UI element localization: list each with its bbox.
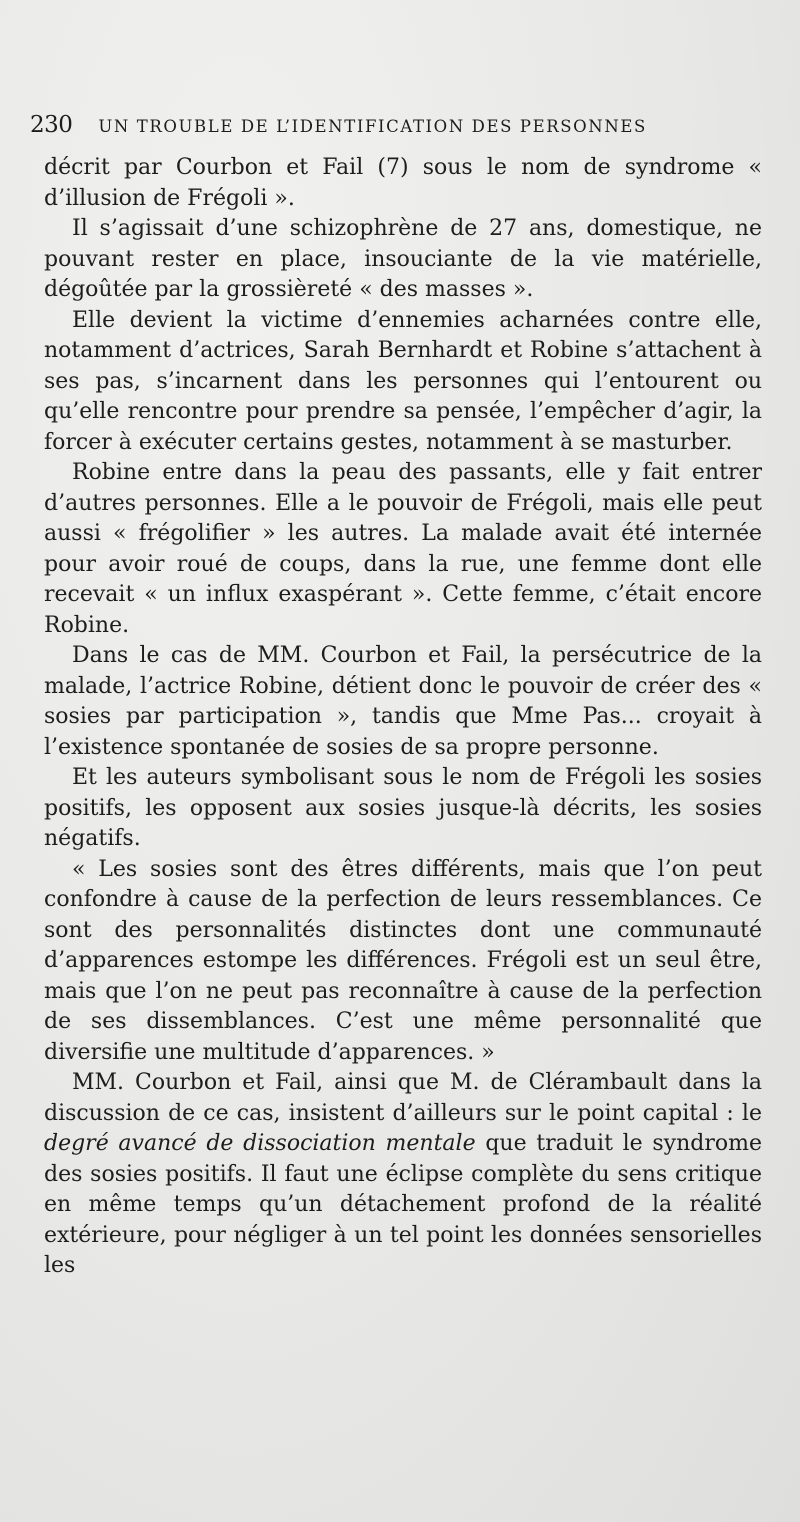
paragraph-5: Dans le cas de MM. Courbon et Fail, la persécutrice de la malade, l’actrice Robine, détient donc le pouvoir de créer des « sosies par participation », tandis que Mme Pas... croyait à l’existence spontanée de sosies de sa propre personne. (44, 643, 762, 760)
running-header (30, 112, 730, 146)
paragraph-1: décrit par Courbon et Fail (7) sous le nom de syndrome « d’illusion de Frégoli ». (44, 155, 762, 211)
paragraph-4: Robine entre dans la peau des passants, elle y fait entrer d’autres personnes. Elle a le pouvoir de Frégoli, mais elle peut aussi « frégolifier » les autres. La malade avait été internée pour avoir roué de coups, dans la rue, une femme dont elle recevait « un influx exaspérant ». Cette femme, c’était encore Robine. (44, 460, 762, 638)
paragraph-8-end: que traduit le syndrome des sosies positifs. Il faut une éclipse complète du sens critique en même temps qu’un détachement profond de la réalité extérieure, pour négliger à un tel point les données sensorielles les (44, 1131, 762, 1278)
paragraph-2: Il s’agissait d’une schizophrène de 27 ans, domestique, ne pouvant rester en place, insouciante de la vie matérielle, dégoûtée par la grossièreté « des masses ». (44, 216, 762, 302)
page-number: 230 (30, 112, 73, 138)
italic-phrase: degré avancé de dissociation mentale (44, 1131, 476, 1156)
paragraph-6: Et les auteurs symbolisant sous le nom de Frégoli les sosies positifs, les opposent aux sosies jusque-là décrits, les sosies négatifs. (44, 765, 762, 851)
running-title: UN TROUBLE DE L’IDENTIFICATION DES PERSONNES (98, 117, 647, 136)
body-text (44, 153, 762, 1282)
paragraph-8-start: MM. Courbon et Fail, ainsi que M. de Clérambault dans la discussion de ce cas, insistent d’ailleurs sur le point capital : le (44, 1070, 762, 1126)
paragraph-8 (44, 1068, 762, 1282)
paragraph-3: Elle devient la victime d’ennemies acharnées contre elle, notamment d’actrices, Sarah Bernhardt et Robine s’attachent à ses pas, s’incarnent dans les personnes qui l’entourent ou qu’elle rencontre pour prendre sa pensée, l’empêcher d’agir, la forcer à exécuter certains gestes, notamment à se masturber. (44, 307, 762, 455)
quotation-paragraph: « Les sosies sont des êtres différents, mais que l’on peut confondre à cause de la perfection de leurs ressemblances. Ce sont des personnalités distinctes dont une communauté d’apparences estompe les différences. Frégoli est un seul être, mais que l’on ne peut pas reconnaître à cause de la perfection de ses dissemblances. C’est une même personnalité que diversifie une multitude d’apparences. » (44, 856, 762, 1065)
